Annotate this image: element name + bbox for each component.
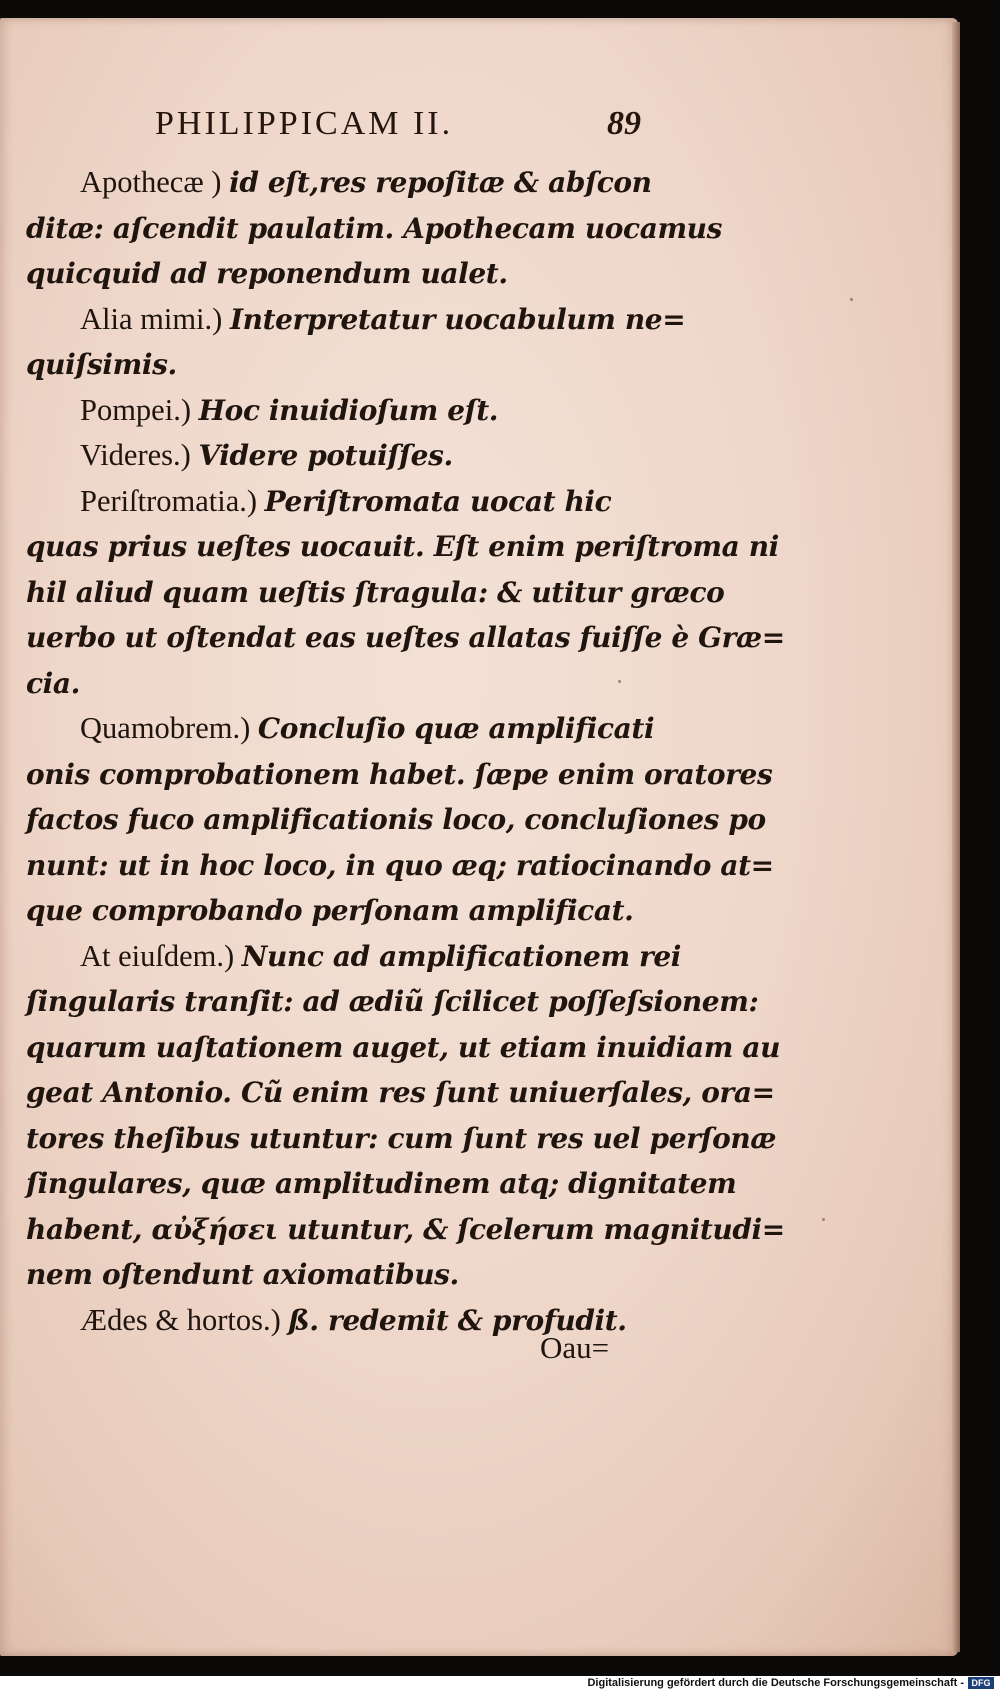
gloss: Videre potuiſſes. <box>198 439 453 472</box>
gloss: ß. redemit & profudit. <box>288 1303 627 1337</box>
text-line <box>26 342 690 388</box>
text-line <box>26 934 690 980</box>
text-line <box>26 752 773 798</box>
gloss: quas prius ueſtes uocauit. Eſt enim periſtroma ni <box>26 530 779 563</box>
page-number: 89 <box>607 105 641 142</box>
text-line <box>26 1252 690 1298</box>
gloss: quicquid ad reponendum ualet. <box>26 257 508 290</box>
text-line <box>26 1161 737 1207</box>
gloss: onis comprobationem habet. ſæpe enim oratores <box>26 757 773 791</box>
text-line <box>26 979 759 1025</box>
paper-speck <box>822 1218 825 1221</box>
gloss: nunt: ut in hoc loco, in quo æq; ratiocinando at= <box>26 848 774 882</box>
running-head <box>155 105 675 155</box>
lemma: Ædes & hortos.) <box>80 1302 281 1337</box>
text-line <box>26 1025 781 1071</box>
gloss: tores theſibus utuntur: cum ſunt res uel perſonæ <box>26 1121 777 1155</box>
text-line <box>26 615 785 661</box>
lemma: At eiuſdem.) <box>80 938 235 973</box>
gloss: habent, αὐξήσει utuntur, & ſcelerum magnitudi= <box>26 1212 785 1246</box>
text-line <box>26 251 690 297</box>
commentary-text <box>26 160 785 1343</box>
text-line <box>26 706 690 752</box>
text-line <box>26 433 690 479</box>
running-head-title: PHILIPPICAM II. <box>155 105 454 142</box>
lemma: Pompei.) <box>80 392 191 427</box>
paper-speck <box>850 298 853 301</box>
text-line <box>26 797 766 843</box>
text-line <box>26 843 774 889</box>
gloss: Hoc inuidioſum eſt. <box>198 393 499 427</box>
gloss: ditæ: aſcendit paulatim. Apothecam uocamus <box>26 211 722 245</box>
text-line <box>26 297 690 343</box>
gloss: Nunc ad amplificationem rei <box>241 939 682 973</box>
gloss: factos fuco amplificationis loco, concluſiones po <box>26 803 766 836</box>
gloss: cia. <box>26 666 80 700</box>
gloss: quarum uaſtationem auget, ut etiam inuidiam au <box>26 1030 781 1064</box>
text-line <box>26 570 725 616</box>
text-line <box>26 661 690 707</box>
catchword: Oau= <box>540 1330 610 1365</box>
gloss: ſingulares, quæ amplitudinem atq; dignitatem <box>26 1167 737 1200</box>
gloss: Concluſio quæ amplificati <box>257 712 655 745</box>
gloss: que comprobando perſonam amplificat. <box>26 894 634 927</box>
lemma: Quamobrem.) <box>80 711 251 745</box>
lemma: Periſtromatia.) <box>80 483 258 518</box>
text-line <box>26 524 779 570</box>
text-line <box>26 479 690 525</box>
gloss: id eſt,res repoſitæ & abſcon <box>229 166 652 199</box>
text-line <box>26 1116 777 1162</box>
text-line <box>26 1070 775 1116</box>
lemma: Apothecæ ) <box>80 165 222 199</box>
gloss: Periſtromata uocat hic <box>264 484 612 518</box>
text-line <box>26 888 690 934</box>
gloss: nem oſtendunt axiomatibus. <box>26 1258 459 1291</box>
text-line <box>26 160 690 206</box>
text-line <box>26 206 722 252</box>
gloss: Interpretatur uocabulum ne= <box>229 302 686 336</box>
lemma: Videres.) <box>80 438 191 472</box>
text-line <box>26 388 690 434</box>
gloss: quiſsimis. <box>26 348 177 381</box>
gloss: geat Antonio. Cũ enim res ſunt uniuerſales, ora= <box>26 1076 775 1109</box>
gloss: ſingularis tranſit: ad ædiũ ſcilicet poſſeſsionem: <box>26 985 759 1018</box>
gloss: hil aliud quam ueſtis ſtragula: & utitur græco <box>26 575 725 609</box>
dfg-logo: DFG <box>968 1677 994 1689</box>
gloss: uerbo ut oſtendat eas ueſtes allatas fuiſſe è Græ= <box>26 621 785 654</box>
digitization-credit: Digitalisierung gefördert durch die Deutsche Forschungsgemeinschaft - <box>587 1677 964 1689</box>
lemma: Alia mimi.) <box>80 301 223 336</box>
text-line <box>26 1207 785 1253</box>
page-edge <box>952 22 960 1652</box>
